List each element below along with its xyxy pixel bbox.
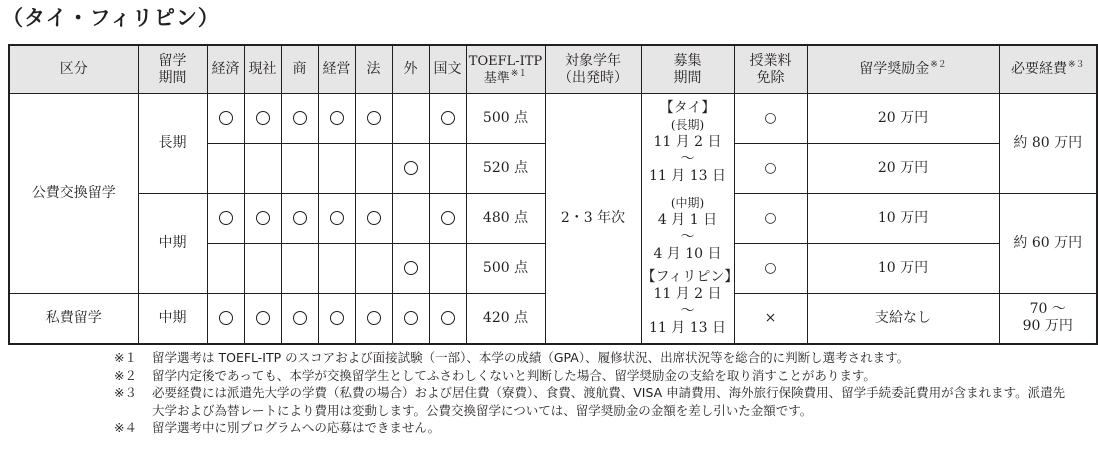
toefl-score: 520 点 — [466, 144, 545, 194]
faculty-mark — [281, 244, 318, 294]
faculty-mark — [355, 244, 392, 294]
tuition-exemption: ○ — [734, 94, 807, 144]
faculty-mark — [429, 244, 466, 294]
footnote-text: 留学選考は TOEFL-ITP のスコアおよび面接試験（一部）、本学の成績（GPA）、履修状況、出席状況等を総合的に判断し選考されます。 — [152, 350, 910, 365]
recruit-mid-start: 4 月 1 日 — [657, 211, 718, 228]
eligible-circle-icon — [330, 311, 344, 325]
header-expenses: 必要経費$^{※3}$ — [999, 45, 1097, 94]
header-faculty-commerce: 商 — [281, 45, 318, 94]
term-mid: 中期 — [138, 194, 207, 294]
footnotes — [114, 349, 1076, 437]
eligible-circle-icon — [367, 111, 381, 125]
faculty-mark — [281, 144, 318, 194]
expenses-private: 70 〜 90 万円 — [999, 294, 1097, 344]
faculty-mark — [392, 144, 429, 194]
tuition-exemption: ○ — [734, 244, 807, 294]
footnote-text: 留学選考中に別プログラムへの応募はできません。 — [152, 420, 441, 435]
faculty-mark — [244, 94, 281, 144]
header-toefl: TOEFL-ITP 基準$^{※1}$ — [466, 45, 545, 94]
faculty-mark — [355, 194, 392, 244]
faculty-mark — [318, 244, 355, 294]
header-faculty-management: 経営 — [318, 45, 355, 94]
faculty-mark — [207, 244, 244, 294]
scholarship-amount: 支給なし — [807, 294, 999, 344]
footnote-item — [114, 384, 1076, 419]
faculty-mark — [355, 94, 392, 144]
header-scholarship: 留学奨励金$^{※2}$ — [807, 45, 999, 94]
tuition-exemption: × — [734, 294, 807, 344]
recruit-long-label: (長期) — [670, 117, 705, 132]
eligible-circle-icon — [330, 211, 344, 225]
expenses-long: 約 80 万円 — [999, 94, 1097, 194]
footnote-mark: ※１ — [114, 350, 137, 365]
target-year: 2・3 年次 — [545, 94, 641, 344]
header-faculty-law: 法 — [355, 45, 392, 94]
tuition-exemption: ○ — [734, 144, 807, 194]
eligible-circle-icon — [256, 111, 270, 125]
recruit-period — [641, 94, 739, 344]
faculty-mark — [281, 294, 318, 344]
eligible-circle-icon — [256, 211, 270, 225]
recruit-long-start: 11 月 2 日 — [653, 133, 722, 150]
scholarship-amount: 20 万円 — [807, 144, 999, 194]
footnote-text: 必要経費には派遣先大学の学費（私費の場合）および居住費（寮費）、食費、渡航費、VISA 申請費用、海外旅行保険費用、留学手続委託費用が含まれます。派遣先大学および為替レートにより費用は変動します。公費交換留学については、留学奨励金の金額を差し引いた金額です。 — [152, 385, 1066, 418]
scholarship-amount: 10 万円 — [807, 244, 999, 294]
faculty-mark — [392, 194, 429, 244]
eligible-circle-icon — [404, 161, 418, 175]
expenses-mid: 約 60 万円 — [999, 194, 1097, 294]
toefl-score: 420 点 — [466, 294, 545, 344]
faculty-mark — [392, 244, 429, 294]
header-ryugaku-kikan: 留学 期間 — [138, 45, 207, 94]
recruit-mid-end: 4 月 10 日 — [653, 245, 722, 262]
faculty-mark — [244, 294, 281, 344]
header-faculty-social: 現社 — [244, 45, 281, 94]
recruit-mid-label: (中期) — [670, 195, 705, 210]
eligible-circle-icon — [441, 111, 455, 125]
recruit-thai-label: 【タイ】 — [659, 99, 716, 116]
footnote-mark: ※３ — [114, 385, 137, 400]
eligible-circle-icon — [404, 311, 418, 325]
header-kubun: 区分 — [9, 45, 138, 94]
eligible-circle-icon — [330, 111, 344, 125]
faculty-mark — [207, 144, 244, 194]
recruit-ph-start: 11 月 2 日 — [653, 285, 722, 302]
eligible-circle-icon — [219, 311, 233, 325]
eligible-circle-icon — [404, 261, 418, 275]
eligible-circle-icon — [293, 311, 307, 325]
term-private-mid: 中期 — [138, 294, 207, 344]
faculty-mark — [392, 294, 429, 344]
header-faculty-economics: 経済 — [207, 45, 244, 94]
toefl-score: 500 点 — [466, 94, 545, 144]
category-private: 私費留学 — [9, 294, 138, 344]
recruit-long-end: 11 月 13 日 — [649, 167, 726, 184]
faculty-mark — [207, 194, 244, 244]
eligible-circle-icon — [219, 111, 233, 125]
faculty-mark — [281, 94, 318, 144]
recruit-ph-end: 11 月 13 日 — [649, 319, 726, 336]
faculty-mark — [207, 94, 244, 144]
eligible-circle-icon — [293, 211, 307, 225]
table-row — [9, 94, 1097, 144]
eligible-circle-icon — [293, 111, 307, 125]
faculty-mark — [429, 194, 466, 244]
header-recruit-period: 募集 期間 — [641, 45, 734, 94]
header-row — [9, 45, 1097, 94]
faculty-mark — [244, 144, 281, 194]
tuition-exemption: ○ — [734, 194, 807, 244]
header-faculty-foreign: 外 — [392, 45, 429, 94]
footnote-item — [114, 367, 1076, 385]
eligible-circle-icon — [441, 211, 455, 225]
term-long: 長期 — [138, 94, 207, 194]
category-public: 公費交換留学 — [9, 94, 138, 294]
footnote-item — [114, 419, 1076, 437]
faculty-mark — [244, 194, 281, 244]
toefl-score: 500 点 — [466, 244, 545, 294]
faculty-mark — [392, 94, 429, 144]
recruit-ph-label: 【フィリピン】 — [641, 268, 739, 285]
footnote-item — [114, 349, 1076, 367]
footnote-mark: ※４ — [114, 420, 137, 435]
recruit-tilde: 〜 — [680, 302, 695, 319]
faculty-mark — [318, 294, 355, 344]
eligible-circle-icon — [256, 311, 270, 325]
faculty-mark — [318, 94, 355, 144]
faculty-mark — [429, 144, 466, 194]
faculty-mark — [318, 144, 355, 194]
eligible-circle-icon — [367, 211, 381, 225]
faculty-mark — [429, 294, 466, 344]
recruit-tilde: 〜 — [680, 228, 695, 245]
header-faculty-literature: 国文 — [429, 45, 466, 94]
header-tuition: 授業料 免除 — [734, 45, 807, 94]
faculty-mark — [318, 194, 355, 244]
faculty-mark — [244, 244, 281, 294]
header-target-year: 対象学年 （出発時） — [545, 45, 641, 94]
faculty-mark — [207, 294, 244, 344]
scholarship-amount: 20 万円 — [807, 94, 999, 144]
faculty-mark — [429, 94, 466, 144]
eligible-circle-icon — [219, 211, 233, 225]
toefl-score: 480 点 — [466, 194, 545, 244]
eligible-circle-icon — [367, 311, 381, 325]
program-table — [8, 44, 1098, 345]
footnote-text: 留学内定後であっても、本学が交換留学生としてふさわしくないと判断した場合、留学奨励金の支給を取り消すことがあります。 — [152, 367, 876, 383]
faculty-mark — [355, 144, 392, 194]
eligible-circle-icon — [441, 311, 455, 325]
page-title: （タイ・フィリピン） — [2, 6, 220, 30]
recruit-tilde: 〜 — [680, 150, 695, 167]
faculty-mark — [281, 194, 318, 244]
footnote-mark: ※２ — [114, 367, 137, 383]
faculty-mark — [355, 294, 392, 344]
scholarship-amount: 10 万円 — [807, 194, 999, 244]
